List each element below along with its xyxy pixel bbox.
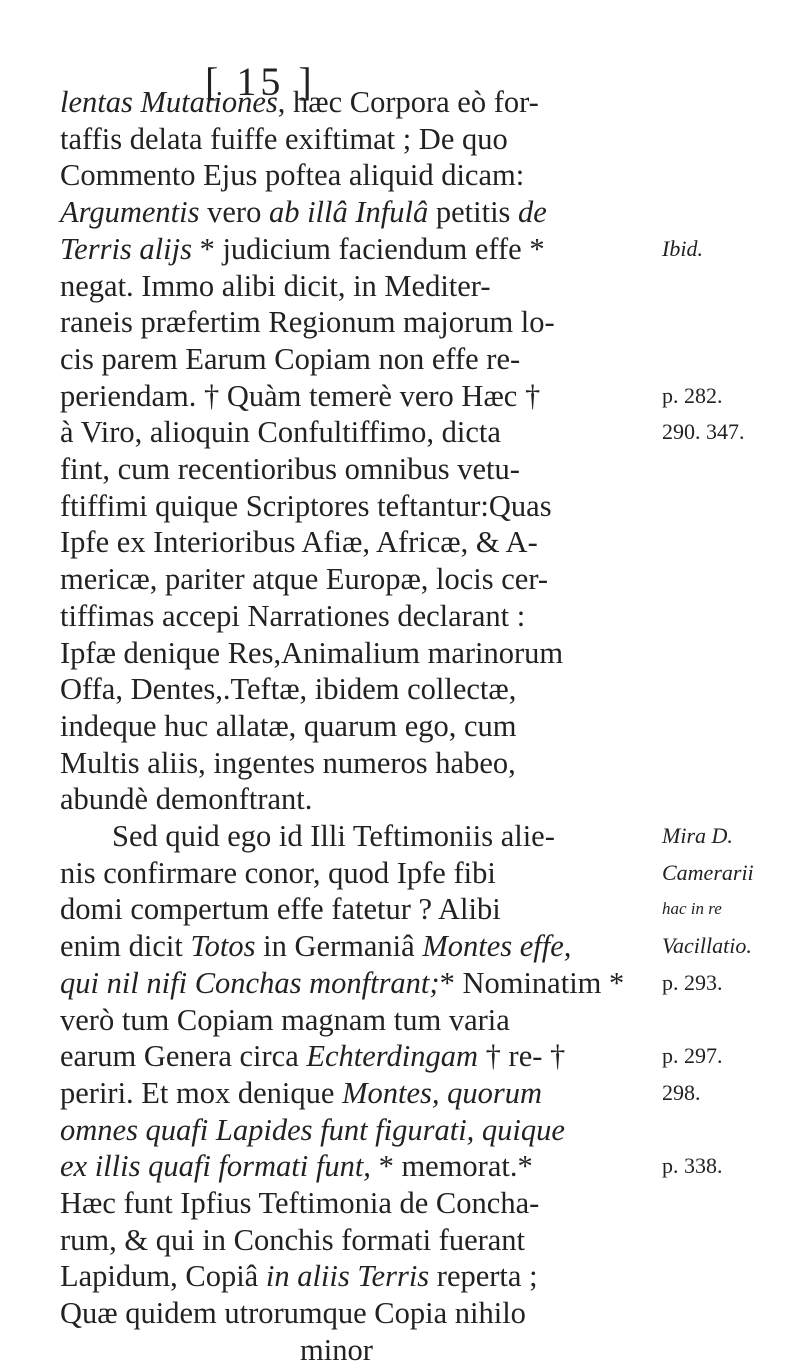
text-segment: Offa, Dentes,.Teftæ, ibidem collectæ, xyxy=(60,672,517,707)
text-segment: tiffimas accepi Narrationes declarant : xyxy=(60,598,526,633)
text-line xyxy=(60,561,660,597)
text-segment: nis confirmare conor, quod Ipfe fibi xyxy=(60,855,496,890)
text-line xyxy=(60,341,660,377)
text-segment: Ipfæ denique Res,Animalium marinorum xyxy=(60,635,564,670)
text-line xyxy=(60,231,660,267)
text-segment: qui nil nifi Conchas monftrant; xyxy=(60,965,440,1000)
text-segment: rum, & qui in Conchis formati fuerant xyxy=(60,1222,526,1257)
margin-note: p. 338. xyxy=(662,1153,723,1179)
margin-note: Mira D. xyxy=(662,823,733,848)
text-segment: vero xyxy=(199,195,269,230)
text-line xyxy=(60,1185,660,1221)
text-segment: * Nominatim * xyxy=(439,965,625,1000)
text-segment: Montes, quorum xyxy=(342,1075,542,1110)
text-segment: ftiffimi quique Scriptores teftantur:Quas xyxy=(60,488,552,523)
text-segment: * judicium faciendum effe * xyxy=(191,231,545,266)
text-segment: à Viro, alioquin Confultiffimo, dicta xyxy=(60,415,501,450)
text-line xyxy=(60,121,660,157)
text-segment: periri. Et mox denique xyxy=(60,1075,343,1110)
text-line xyxy=(60,891,660,927)
text-segment: Montes effe, xyxy=(422,929,572,964)
text-line xyxy=(60,1002,660,1038)
text-line xyxy=(112,818,660,854)
text-segment: mericæ, pariter atque Europæ, locis cer- xyxy=(60,562,549,597)
text-segment: Hæc funt Ipfius Teftimonia de Concha- xyxy=(60,1186,540,1220)
text-segment: Sed quid ego id Illi Teftimoniis alie- xyxy=(112,819,555,853)
text-line xyxy=(60,928,660,964)
text-segment: cis parem Earum Copiam non effe re- xyxy=(60,341,521,376)
text-segment: Quæ quidem utrorumque Copia nihilo xyxy=(60,1296,526,1331)
text-line xyxy=(60,671,660,707)
text-segment: † re- † xyxy=(478,1039,566,1074)
text-segment: in Germaniâ xyxy=(255,929,423,964)
text-line xyxy=(60,194,660,230)
margin-note: 298. xyxy=(662,1079,701,1105)
text-segment: ab illâ Infulâ xyxy=(268,195,429,230)
text-segment: periendam. † Quàm temerè vero Hæc † xyxy=(60,378,541,413)
text-line xyxy=(60,378,660,414)
text-segment: fint, cum recentioribus omnibus vetu- xyxy=(60,452,520,486)
text-line xyxy=(60,268,660,304)
text-line xyxy=(60,1038,660,1074)
margin-note: p. 282. xyxy=(662,382,723,408)
text-line xyxy=(60,1222,660,1258)
text-segment: raneis præfertim Regionum majorum lo- xyxy=(60,305,555,340)
text-line xyxy=(60,598,660,634)
text-line xyxy=(60,304,660,340)
text-segment: negat. Immo alibi dicit, in Mediter- xyxy=(60,268,491,303)
text-line xyxy=(60,1075,660,1111)
text-line xyxy=(60,157,660,193)
text-line xyxy=(60,1112,660,1148)
text-line xyxy=(60,451,660,487)
page-number: [ 15 ] xyxy=(205,59,316,104)
text-line xyxy=(60,488,660,524)
text-segment: Multis aliis, ingentes numeros habeo, xyxy=(60,745,516,780)
text-segment: indeque huc allatæ, quarum ego, cum xyxy=(60,708,517,743)
text-segment: petitis xyxy=(428,195,519,230)
text-segment: Mutationes xyxy=(140,85,278,119)
text-segment: taffis delata fuiffe exiftimat ; De quo xyxy=(60,121,508,156)
text-line xyxy=(300,1332,660,1368)
text-segment: ex illis quafi formati funt, xyxy=(60,1149,371,1184)
text-segment: earum Genera circa xyxy=(60,1039,307,1074)
text-segment: Ipfe ex Interioribus Afiæ, Africæ, & A- xyxy=(60,525,538,560)
text-line xyxy=(60,1148,660,1184)
text-line xyxy=(60,1258,660,1294)
text-segment: minor xyxy=(300,1332,373,1367)
margin-note: Ibid. xyxy=(662,235,703,261)
text-segment: domi compertum effe fatetur ? Alibi xyxy=(60,892,501,927)
text-line xyxy=(60,1295,660,1331)
text-line xyxy=(60,781,660,817)
margin-note: Camerarii xyxy=(662,859,754,885)
text-line xyxy=(60,965,660,1001)
text-segment: reperta ; xyxy=(429,1259,538,1294)
margin-note: Vacillatio. xyxy=(662,933,752,959)
text-segment: enim dicit xyxy=(60,929,191,964)
text-segment: Totos xyxy=(190,929,256,964)
text-line xyxy=(60,635,660,671)
text-line xyxy=(60,855,660,891)
text-segment: Argumentis xyxy=(60,195,200,230)
margin-note: p. 297. xyxy=(662,1043,723,1069)
text-segment: Lapidum, Copiâ xyxy=(60,1259,266,1294)
text-segment: verò tum Copiam magnam tum varia xyxy=(60,1002,510,1037)
margin-note: hac in re xyxy=(662,899,722,919)
text-segment: , hæc Corpora eò for- xyxy=(277,85,539,119)
text-line xyxy=(60,708,660,744)
text-segment: in aliis Terris xyxy=(265,1259,430,1294)
text-line xyxy=(60,84,660,120)
margin-note: p. 293. xyxy=(662,969,723,995)
text-segment: Echterdingam xyxy=(306,1039,479,1074)
margin-note: 290. 347. xyxy=(662,419,745,445)
text-line xyxy=(60,524,660,560)
text-line xyxy=(60,414,660,450)
text-segment: Commento Ejus poftea aliquid dicam: xyxy=(60,158,525,193)
text-segment: Terris alijs xyxy=(60,231,192,266)
text-segment: de xyxy=(518,195,547,230)
text-line xyxy=(60,745,660,781)
text-segment: * memorat.* xyxy=(370,1149,533,1184)
text-segment: lentas xyxy=(60,85,141,119)
text-segment: abundè demonftrant. xyxy=(60,782,313,817)
text-segment: omnes quafi Lapides funt figurati, quique xyxy=(60,1112,565,1147)
